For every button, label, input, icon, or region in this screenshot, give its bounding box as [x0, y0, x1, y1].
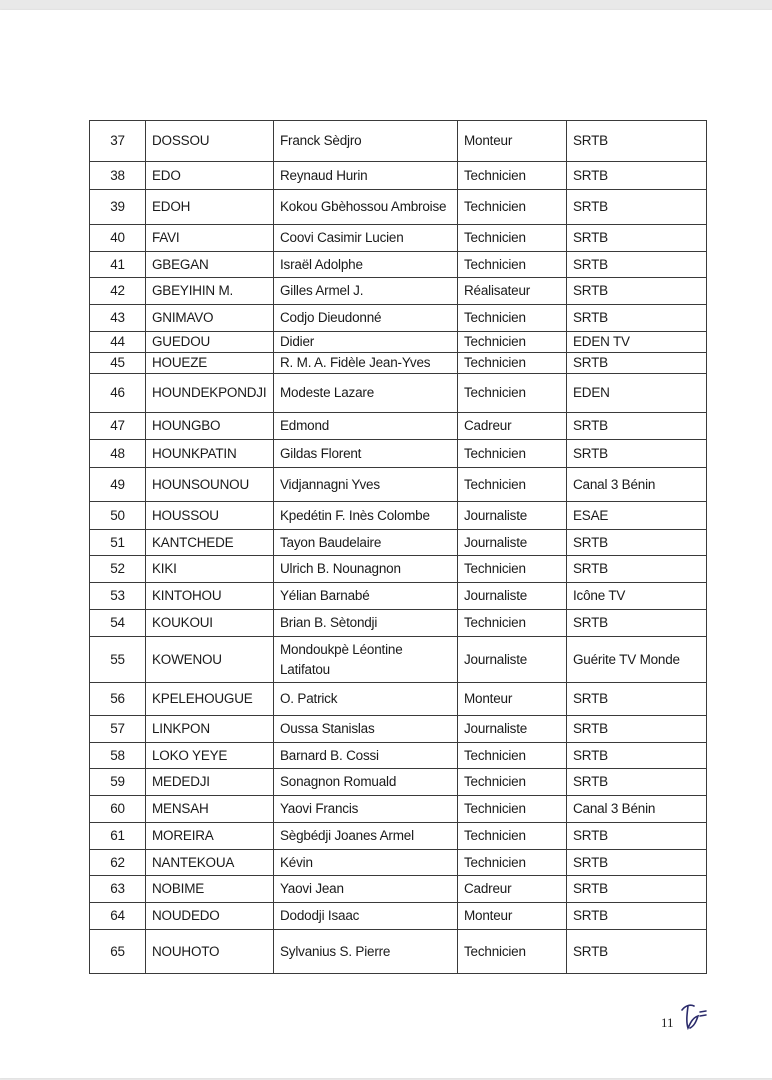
- row-number-cell: 56: [90, 683, 146, 716]
- last-name-cell: GNIMAVO: [146, 305, 274, 332]
- organization-cell: SRTB: [567, 823, 707, 850]
- role-cell: Technicien: [458, 305, 567, 332]
- row-number-cell: 42: [90, 278, 146, 305]
- first-name-cell: Sonagnon Romuald: [274, 769, 458, 796]
- last-name-cell: HOUSSOU: [146, 502, 274, 530]
- table-row: [90, 823, 707, 850]
- first-name-cell: Kokou Gbèhossou Ambroise: [274, 190, 458, 225]
- table-row: [90, 190, 707, 225]
- row-number-cell: 45: [90, 353, 146, 374]
- table-row: [90, 930, 707, 974]
- first-name-cell: Codjo Dieudonné: [274, 305, 458, 332]
- organization-cell: ESAE: [567, 502, 707, 530]
- document-page: [0, 10, 772, 1078]
- table-row: [90, 332, 707, 353]
- role-cell: Cadreur: [458, 413, 567, 440]
- first-name-cell: Vidjannagni Yves: [274, 468, 458, 502]
- first-name-cell: Mondoukpè Léontine Latifatou: [274, 637, 458, 683]
- handwritten-initials: [676, 998, 710, 1032]
- page-number: 11: [661, 1015, 674, 1030]
- organization-cell: SRTB: [567, 162, 707, 190]
- row-number-cell: 57: [90, 716, 146, 743]
- table-row: [90, 413, 707, 440]
- table-row: [90, 743, 707, 769]
- row-number-cell: 63: [90, 876, 146, 903]
- last-name-cell: GBEGAN: [146, 252, 274, 278]
- first-name-cell: Brian B. Sètondji: [274, 610, 458, 637]
- organization-cell: SRTB: [567, 930, 707, 974]
- last-name-cell: KOUKOUI: [146, 610, 274, 637]
- role-cell: Technicien: [458, 225, 567, 252]
- role-cell: Technicien: [458, 440, 567, 468]
- organization-cell: SRTB: [567, 769, 707, 796]
- role-cell: Technicien: [458, 769, 567, 796]
- role-cell: Journaliste: [458, 530, 567, 556]
- first-name-cell: Oussa Stanislas: [274, 716, 458, 743]
- last-name-cell: DOSSOU: [146, 121, 274, 162]
- organization-cell: SRTB: [567, 683, 707, 716]
- table-row: [90, 769, 707, 796]
- role-cell: Technicien: [458, 353, 567, 374]
- table-row: [90, 121, 707, 162]
- table-row: [90, 850, 707, 876]
- table-row: [90, 903, 707, 930]
- first-name-cell: Coovi Casimir Lucien: [274, 225, 458, 252]
- table-row: [90, 278, 707, 305]
- first-name-cell: Didier: [274, 332, 458, 353]
- first-name-cell: Kévin: [274, 850, 458, 876]
- organization-cell: SRTB: [567, 225, 707, 252]
- last-name-cell: KINTOHOU: [146, 583, 274, 610]
- row-number-cell: 44: [90, 332, 146, 353]
- organization-cell: SRTB: [567, 530, 707, 556]
- first-name-cell: Sègbédji Joanes Armel: [274, 823, 458, 850]
- last-name-cell: MOREIRA: [146, 823, 274, 850]
- first-name-cell: Dododji Isaac: [274, 903, 458, 930]
- last-name-cell: FAVI: [146, 225, 274, 252]
- row-number-cell: 53: [90, 583, 146, 610]
- organization-cell: SRTB: [567, 278, 707, 305]
- organization-cell: SRTB: [567, 305, 707, 332]
- table-row: [90, 683, 707, 716]
- table-row: [90, 225, 707, 252]
- last-name-cell: MEDEDJI: [146, 769, 274, 796]
- role-cell: Monteur: [458, 903, 567, 930]
- first-name-cell: O. Patrick: [274, 683, 458, 716]
- role-cell: Journaliste: [458, 502, 567, 530]
- row-number-cell: 60: [90, 796, 146, 823]
- role-cell: Technicien: [458, 556, 567, 583]
- first-name-cell: Tayon Baudelaire: [274, 530, 458, 556]
- first-name-cell: Franck Sèdjro: [274, 121, 458, 162]
- last-name-cell: NANTEKOUA: [146, 850, 274, 876]
- organization-cell: SRTB: [567, 876, 707, 903]
- row-number-cell: 52: [90, 556, 146, 583]
- first-name-cell: Yaovi Jean: [274, 876, 458, 903]
- role-cell: Technicien: [458, 796, 567, 823]
- last-name-cell: HOUNDEKPONDJI: [146, 374, 274, 413]
- first-name-cell: Barnard B. Cossi: [274, 743, 458, 769]
- organization-cell: SRTB: [567, 413, 707, 440]
- first-name-cell: Yélian Barnabé: [274, 583, 458, 610]
- row-number-cell: 54: [90, 610, 146, 637]
- first-name-cell: Israël Adolphe: [274, 252, 458, 278]
- first-name-cell: Kpedétin F. Inès Colombe: [274, 502, 458, 530]
- organization-cell: SRTB: [567, 252, 707, 278]
- row-number-cell: 38: [90, 162, 146, 190]
- table-row: [90, 440, 707, 468]
- first-name-cell: R. M. A. Fidèle Jean-Yves: [274, 353, 458, 374]
- row-number-cell: 48: [90, 440, 146, 468]
- table-row: [90, 556, 707, 583]
- row-number-cell: 65: [90, 930, 146, 974]
- table-row: [90, 374, 707, 413]
- role-cell: Technicien: [458, 190, 567, 225]
- last-name-cell: NOBIME: [146, 876, 274, 903]
- role-cell: Journaliste: [458, 637, 567, 683]
- last-name-cell: LINKPON: [146, 716, 274, 743]
- first-name-cell: Reynaud Hurin: [274, 162, 458, 190]
- table-row: [90, 610, 707, 637]
- table-row: [90, 502, 707, 530]
- role-cell: Technicien: [458, 743, 567, 769]
- organization-cell: SRTB: [567, 850, 707, 876]
- last-name-cell: KOWENOU: [146, 637, 274, 683]
- table-row: [90, 353, 707, 374]
- role-cell: Cadreur: [458, 876, 567, 903]
- first-name-cell: Gildas Florent: [274, 440, 458, 468]
- last-name-cell: MENSAH: [146, 796, 274, 823]
- last-name-cell: EDO: [146, 162, 274, 190]
- role-cell: Technicien: [458, 468, 567, 502]
- row-number-cell: 49: [90, 468, 146, 502]
- organization-cell: Icône TV: [567, 583, 707, 610]
- organization-cell: SRTB: [567, 743, 707, 769]
- role-cell: Technicien: [458, 252, 567, 278]
- row-number-cell: 39: [90, 190, 146, 225]
- row-number-cell: 61: [90, 823, 146, 850]
- role-cell: Technicien: [458, 930, 567, 974]
- organization-cell: SRTB: [567, 353, 707, 374]
- last-name-cell: NOUDEDO: [146, 903, 274, 930]
- first-name-cell: Edmond: [274, 413, 458, 440]
- row-number-cell: 41: [90, 252, 146, 278]
- table-row: [90, 876, 707, 903]
- row-number-cell: 46: [90, 374, 146, 413]
- row-number-cell: 37: [90, 121, 146, 162]
- last-name-cell: KPELEHOUGUE: [146, 683, 274, 716]
- row-number-cell: 64: [90, 903, 146, 930]
- role-cell: Réalisateur: [458, 278, 567, 305]
- last-name-cell: NOUHOTO: [146, 930, 274, 974]
- role-cell: Technicien: [458, 162, 567, 190]
- organization-cell: SRTB: [567, 610, 707, 637]
- last-name-cell: EDOH: [146, 190, 274, 225]
- last-name-cell: HOUNKPATIN: [146, 440, 274, 468]
- role-cell: Monteur: [458, 683, 567, 716]
- first-name-cell: Yaovi Francis: [274, 796, 458, 823]
- row-number-cell: 50: [90, 502, 146, 530]
- table-row: [90, 468, 707, 502]
- last-name-cell: GUEDOU: [146, 332, 274, 353]
- first-name-cell: Gilles Armel J.: [274, 278, 458, 305]
- last-name-cell: KANTCHEDE: [146, 530, 274, 556]
- organization-cell: Guérite TV Monde: [567, 637, 707, 683]
- participants-table-body: [90, 121, 707, 974]
- row-number-cell: 40: [90, 225, 146, 252]
- organization-cell: Canal 3 Bénin: [567, 796, 707, 823]
- last-name-cell: LOKO YEYE: [146, 743, 274, 769]
- organization-cell: SRTB: [567, 903, 707, 930]
- role-cell: Technicien: [458, 374, 567, 413]
- table-row: [90, 530, 707, 556]
- organization-cell: SRTB: [567, 716, 707, 743]
- table-row: [90, 583, 707, 610]
- table-row: [90, 796, 707, 823]
- role-cell: Technicien: [458, 332, 567, 353]
- table-row: [90, 716, 707, 743]
- organization-cell: EDEN: [567, 374, 707, 413]
- participants-table: [89, 120, 707, 974]
- table-row: [90, 305, 707, 332]
- first-name-cell: Modeste Lazare: [274, 374, 458, 413]
- last-name-cell: KIKI: [146, 556, 274, 583]
- last-name-cell: HOUEZE: [146, 353, 274, 374]
- row-number-cell: 51: [90, 530, 146, 556]
- last-name-cell: HOUNSOUNOU: [146, 468, 274, 502]
- row-number-cell: 47: [90, 413, 146, 440]
- first-name-cell: Sylvanius S. Pierre: [274, 930, 458, 974]
- role-cell: Journaliste: [458, 583, 567, 610]
- organization-cell: SRTB: [567, 190, 707, 225]
- organization-cell: SRTB: [567, 440, 707, 468]
- table-row: [90, 637, 707, 683]
- row-number-cell: 59: [90, 769, 146, 796]
- role-cell: Technicien: [458, 850, 567, 876]
- row-number-cell: 62: [90, 850, 146, 876]
- row-number-cell: 43: [90, 305, 146, 332]
- table-row: [90, 162, 707, 190]
- role-cell: Monteur: [458, 121, 567, 162]
- organization-cell: SRTB: [567, 121, 707, 162]
- role-cell: Journaliste: [458, 716, 567, 743]
- first-name-cell: Ulrich B. Nounagnon: [274, 556, 458, 583]
- organization-cell: EDEN TV: [567, 332, 707, 353]
- role-cell: Technicien: [458, 823, 567, 850]
- last-name-cell: GBEYIHIN M.: [146, 278, 274, 305]
- last-name-cell: HOUNGBO: [146, 413, 274, 440]
- organization-cell: Canal 3 Bénin: [567, 468, 707, 502]
- row-number-cell: 58: [90, 743, 146, 769]
- table-row: [90, 252, 707, 278]
- organization-cell: SRTB: [567, 556, 707, 583]
- row-number-cell: 55: [90, 637, 146, 683]
- role-cell: Technicien: [458, 610, 567, 637]
